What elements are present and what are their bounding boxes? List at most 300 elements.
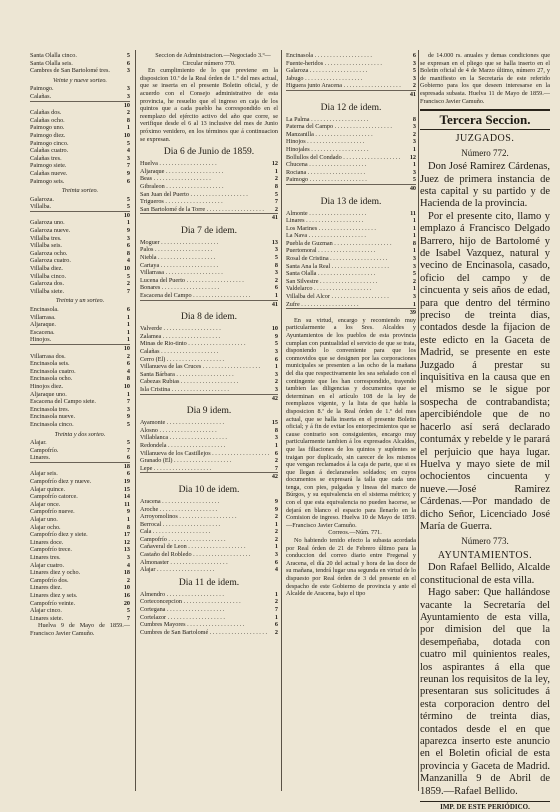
- row-value: 7: [126, 614, 130, 622]
- row-label: Palos . . .: [140, 246, 212, 254]
- row-label: Ayamonte . . .: [140, 419, 224, 427]
- list-row: [140, 340, 278, 348]
- row-value: 5: [126, 439, 130, 447]
- list-row: [286, 67, 416, 75]
- row-label: Berrocal . . .: [140, 521, 220, 529]
- row-label: Paimogo . . .: [286, 176, 367, 184]
- list-row: [140, 356, 278, 364]
- list-row: [30, 147, 130, 155]
- row-value: 3: [274, 551, 278, 559]
- row-label: La Nava . . .: [286, 232, 366, 240]
- row-label: Hinojales . . .: [286, 146, 369, 154]
- list-row: [286, 60, 416, 68]
- row-value: 2: [126, 352, 130, 360]
- row-label: Campofrío diez y siete.: [30, 531, 88, 539]
- row-label: Minas de Rio-tinto . . .: [140, 340, 246, 348]
- list-row: [30, 170, 130, 178]
- row-value: 1: [412, 285, 416, 293]
- row-value: 9: [274, 497, 278, 505]
- column-rule: [135, 50, 136, 791]
- list-row: [30, 493, 130, 501]
- list-row: [140, 457, 278, 465]
- row-value: 2: [274, 457, 278, 465]
- row-label: Paimogo diez.: [30, 131, 66, 139]
- row-value: 6: [126, 306, 130, 313]
- row-value: 7: [126, 287, 130, 295]
- row-label: La Palma . . .: [286, 116, 368, 124]
- row-label: Campofrío dos.: [30, 576, 69, 584]
- row-label: Niebla . . .: [140, 254, 215, 262]
- courts-heading: JUZGADOS.: [455, 133, 515, 145]
- row-value: 4: [126, 367, 130, 375]
- row-label: Los Marines . . .: [286, 225, 376, 233]
- row-label: Galaroza . . .: [286, 67, 367, 75]
- row-value: 2: [274, 535, 278, 543]
- column-rule: [281, 50, 282, 791]
- paragraph: En su virtud, encargo y recomiendo muy particularmente a los Sres. Alcaldes y Ayuntamientos de los pueblos de esta provincia cumplan con puntualidad el servicio de que se trata, disponiendo lo conveniente para que los conmovidos que se designen por las corporaciones municipales se presenten a las ocho de la mañana del dia que respectivamente les sea señalado con el contingente que les han correspondido, trayendo tambien las diligencias y documentos que se determinan en el artículo 108 de la ley de reemplazos vigente, y la lista de que habla la disposicion 8.ª de la Real órden de 1.º del mes actual, que se halla inserta en el presente Boletin oficial; y á fin de evitar los entorpecimientos que se cause contrario son consiguientes, encargo muy particularmente tambien á los expresados Alcaldes, que las filiaciones de los quintos y suplentes se traigan por duplicado, sin carecer de los mismos que vengan reclamados á la caja de parte, que si es que llegan á declararseles soldados; en cuyos documentos se expresará la talla que cada uno tenga, con pies, pulgadas y lineas del marco de Búrgos, y su equivalencia en el sistema métrico; y con el que esta equivalencia no pueden hacerse, se dejará en blanco el espacio para llenarlo en la Comision de ingreso. Huelva 10 de Mayo de 1859.—Francisco Javier Camuño.: [286, 316, 416, 529]
- row-value: 3: [412, 168, 416, 176]
- list-row: [30, 577, 130, 585]
- row-label: Puebla de Guzman . . .: [286, 240, 392, 248]
- row-value: 5: [126, 52, 130, 59]
- row-value: 1: [126, 321, 130, 329]
- list-row: [286, 263, 416, 271]
- row-value: 3: [274, 385, 278, 393]
- row-label: Aracena . . .: [140, 498, 219, 506]
- row-value: 13: [271, 238, 278, 246]
- list-row: [140, 629, 278, 637]
- list-row: [286, 270, 416, 278]
- row-value: 6: [126, 242, 130, 250]
- row-value: 6: [274, 621, 278, 629]
- row-label: Santa Bárbara . . .: [140, 371, 234, 379]
- list-row: [30, 67, 130, 75]
- row-value: 3: [126, 85, 130, 93]
- row-value: 1: [274, 167, 278, 175]
- list-row: [30, 117, 130, 125]
- list-row: [30, 306, 130, 314]
- section-heading: Treinta sorteo.: [61, 187, 99, 195]
- row-label: Alajar cinco.: [30, 607, 62, 615]
- list-row: [30, 265, 130, 273]
- row-value: 3: [126, 92, 130, 100]
- row-label: Paimogo siete.: [30, 162, 67, 170]
- row-label: Cumbres de San Bartolomé . . .: [140, 629, 267, 637]
- row-value: 3: [412, 138, 416, 146]
- list-row: [286, 278, 416, 286]
- row-label: Cabezas Rubias . . .: [140, 378, 238, 386]
- row-value: 9: [274, 332, 278, 340]
- row-label: Linares diez y ocho.: [30, 569, 81, 577]
- row-value: 8: [274, 182, 278, 190]
- row-label: Beas . . .: [140, 175, 211, 183]
- row-label: Paimogo.: [30, 85, 54, 93]
- row-value: 1: [126, 219, 130, 227]
- row-label: Cumbres Mayores . . .: [140, 621, 244, 629]
- row-value: 2: [274, 628, 278, 636]
- list-row: [30, 60, 130, 68]
- row-value: 15: [123, 485, 130, 493]
- list-row: [286, 293, 416, 301]
- list-row: [30, 360, 130, 368]
- list-row: [30, 508, 130, 516]
- row-value: 5: [412, 67, 416, 75]
- row-label: Galaroza nueve.: [30, 227, 71, 235]
- list-row: [140, 506, 278, 514]
- row-label: Galaroza uno.: [30, 219, 65, 227]
- row-label: Fuente-heridos . . .: [286, 60, 382, 68]
- row-value: 2: [274, 528, 278, 536]
- row-label: Linares.: [30, 454, 51, 462]
- row-label: Linares tres.: [30, 554, 61, 561]
- row-value: 4: [126, 257, 130, 265]
- list-row: [140, 254, 278, 262]
- row-value: 1: [274, 292, 278, 300]
- row-label: Calañas.: [30, 92, 52, 100]
- list-row: [140, 206, 278, 214]
- row-label: San Juan del Puerto . . .: [140, 191, 248, 199]
- list-row: [286, 301, 416, 309]
- row-value: 2: [412, 82, 416, 90]
- row-label: Manzanilla . . .: [286, 131, 373, 139]
- total-value: 39: [286, 308, 416, 317]
- row-label: Villalba diez.: [30, 265, 63, 273]
- row-label: Cortelazor . . .: [140, 614, 225, 622]
- list-row: [140, 528, 278, 536]
- row-value: 3: [274, 269, 278, 277]
- row-value: 10: [123, 584, 130, 592]
- row-label: Valverde . . .: [140, 325, 221, 333]
- row-label: Aljaraque uno.: [30, 390, 67, 398]
- row-label: Santa Ana la Real . . .: [286, 263, 389, 271]
- total-value: 18: [30, 462, 130, 471]
- row-value: 1: [274, 613, 278, 621]
- row-label: Valdelarco . . .: [286, 285, 371, 293]
- list-row: [140, 434, 278, 442]
- row-value: 7: [126, 446, 130, 454]
- list-row: [286, 285, 416, 293]
- row-value: 7: [274, 606, 278, 614]
- row-label: Linares doce.: [30, 538, 64, 546]
- row-value: 10: [271, 325, 278, 333]
- list-row: [140, 198, 278, 206]
- list-row: [30, 375, 130, 383]
- day-heading: Dia 8 de idem.: [181, 312, 237, 323]
- row-value: 8: [126, 375, 130, 383]
- list-row: [140, 427, 278, 435]
- row-label: Encinasola ocho.: [30, 375, 73, 383]
- list-row: [30, 447, 130, 455]
- list-row: [140, 621, 278, 629]
- row-label: Santa Olalla . . .: [286, 270, 375, 278]
- list-row: [30, 109, 130, 117]
- list-row: [30, 607, 130, 615]
- list-row: [30, 592, 130, 600]
- total-value: 10: [30, 101, 130, 110]
- day-heading: Dia 7 de idem.: [181, 225, 237, 236]
- list-row: [30, 524, 130, 532]
- row-label: Alajar.: [30, 439, 47, 447]
- list-row: [30, 140, 130, 148]
- total-value: 40: [286, 184, 416, 193]
- list-row: [140, 551, 278, 559]
- row-value: 2: [274, 205, 278, 213]
- row-label: Galaroza.: [30, 195, 54, 203]
- row-label: Paimogo uno.: [30, 124, 65, 132]
- list-row: [30, 336, 130, 344]
- row-value: 1: [126, 336, 130, 344]
- row-label: Zufre . . .: [286, 301, 359, 309]
- row-value: 5: [126, 420, 130, 428]
- day-heading: Dia 11 de idem.: [178, 577, 240, 588]
- section-heading: Treinta y dos sorteo.: [54, 430, 106, 438]
- paragraph: Don Rafael Bellido, Alcalde constitucional de esta villa.: [420, 562, 550, 586]
- list-row: [30, 439, 130, 447]
- row-value: 17: [123, 531, 130, 539]
- row-value: 3: [126, 405, 130, 413]
- list-row: [286, 161, 416, 169]
- list-row: [30, 132, 130, 140]
- list-row: [30, 398, 130, 406]
- row-label: Huelva . . .: [140, 160, 217, 168]
- row-label: Villalba tres.: [30, 234, 62, 242]
- list-row: [30, 178, 130, 186]
- row-label: Hinojos.: [30, 336, 52, 344]
- row-value: 8: [274, 426, 278, 434]
- row-value: 6: [126, 177, 130, 185]
- row-value: 7: [274, 198, 278, 206]
- total-value: 10: [30, 344, 130, 353]
- row-value: 11: [410, 209, 416, 217]
- row-value: 20: [123, 599, 130, 607]
- list-row: [286, 240, 416, 248]
- row-value: 2: [274, 276, 278, 284]
- list-row: [30, 478, 130, 486]
- list-row: [286, 247, 416, 255]
- row-value: 3: [412, 262, 416, 270]
- list-row: [286, 210, 416, 218]
- row-label: Cambres de San Bartolomé tres.: [30, 67, 110, 75]
- list-row: [140, 191, 278, 199]
- row-value: 5: [126, 203, 130, 211]
- row-label: Calañas tres.: [30, 154, 62, 162]
- row-value: 1: [126, 313, 130, 321]
- row-value: 6: [274, 355, 278, 363]
- list-row: [30, 615, 130, 623]
- row-label: Santa Olalla cinco.: [30, 52, 77, 59]
- row-value: 3: [126, 554, 130, 561]
- paragraph: Huelva 9 de Mayo de 1859.—Francisco Javier Camuño.: [30, 622, 130, 637]
- row-label: Paimogo seis.: [30, 177, 65, 185]
- row-value: 6: [126, 59, 130, 67]
- list-row: [30, 242, 130, 250]
- row-label: Villalba cinco.: [30, 272, 67, 280]
- list-row: [286, 232, 416, 240]
- row-label: Alajar cuatro.: [30, 561, 65, 569]
- row-value: 7: [126, 162, 130, 170]
- list-row: [286, 131, 416, 139]
- row-value: 8: [274, 261, 278, 269]
- row-label: Escacena del Campo . . .: [140, 292, 250, 300]
- row-label: Lepe . . .: [140, 465, 211, 473]
- row-value: 1: [126, 516, 130, 524]
- row-label: Galaroza cuatro.: [30, 257, 71, 265]
- list-row: [30, 569, 130, 577]
- row-label: Campofrío diez y nueve.: [30, 478, 92, 486]
- row-value: 1: [274, 363, 278, 371]
- total-value: 41: [140, 213, 278, 222]
- list-row: [140, 168, 278, 176]
- list-row: [30, 584, 130, 592]
- row-label: Campofrío . . .: [140, 536, 226, 544]
- row-value: 5: [126, 607, 130, 615]
- row-value: 3: [412, 255, 416, 263]
- column-lottery-draws: [30, 52, 130, 638]
- list-row: [140, 606, 278, 614]
- row-value: 8: [412, 239, 416, 247]
- row-value: 8: [126, 523, 130, 531]
- notice-number: Número 772.: [461, 148, 509, 159]
- row-label: Alajar seis.: [30, 470, 58, 478]
- list-row: [286, 116, 416, 124]
- paragraph: Correos.—Núm. 771.: [328, 529, 382, 537]
- list-row: [30, 280, 130, 288]
- row-label: Galaroza dos.: [30, 280, 65, 288]
- list-row: [30, 421, 130, 429]
- row-label: Rociana . . .: [286, 169, 365, 177]
- row-label: Alajar . . .: [140, 566, 214, 574]
- row-value: 9: [126, 413, 130, 421]
- row-label: Alajar ocho.: [30, 523, 61, 531]
- paragraph: Seccion de Administracion.—Negociado 3.º—Circular número 770.: [155, 52, 271, 67]
- row-value: 2: [274, 175, 278, 183]
- list-row: [140, 386, 278, 394]
- row-label: Villanueva de los Castillejos . . .: [140, 450, 269, 458]
- list-row: [140, 442, 278, 450]
- day-heading: Dia 9 idem.: [186, 406, 232, 417]
- list-row: [30, 501, 130, 509]
- row-label: Cortegana . . .: [140, 606, 224, 614]
- row-label: Campofrío trece.: [30, 546, 72, 554]
- row-label: Corteconcepcion . . .: [140, 598, 241, 606]
- list-row: [286, 138, 416, 146]
- list-row: [30, 531, 130, 539]
- row-label: Aljaraque . . .: [140, 168, 223, 176]
- row-value: 1: [274, 441, 278, 449]
- list-row: [286, 154, 416, 162]
- row-label: Calañas ocho.: [30, 116, 65, 124]
- row-label: Villalba del Alcor . . .: [286, 293, 389, 301]
- row-value: 10: [123, 131, 130, 139]
- list-row: [140, 536, 278, 544]
- row-value: 13: [123, 546, 130, 554]
- row-value: 2: [412, 130, 416, 138]
- row-label: Granado (El) . . .: [140, 457, 231, 465]
- row-value: 6: [126, 470, 130, 478]
- paragraph: Por el presente cito, llamo y emplazo á Francisco Delgado Barrero, hijo de Bartolomé y de Isabel Vazquez, natural y vecino de Encinasola, casado, oficio del campo y de cincuenta y seis años de edad, para que dentro del término preciso de treinta dias, contados desde la fijacion de este edicto en la Gaceta de Madrid, se presente en este Juzgado á prestar su inquisitiva en la causa que en el mismo se le sigue por sospecha de contrabandista; apercibiéndole que de no hacerlo así será declarado contumáx y rebelde y le parará el perjuicio que haya lugar. Huelva y mayo siete de mil ochocientos cincuenta y nueve.—José Ramirez Cárdenas.—Por mandado de dicho Señor, Licenciado José María de Guerra.: [420, 210, 550, 532]
- row-value: 3: [126, 154, 130, 162]
- row-value: 3: [412, 293, 416, 301]
- row-value: 1: [274, 520, 278, 528]
- row-label: San Bartolomé de la Torre . . .: [140, 206, 264, 214]
- row-label: Chucena . . .: [286, 161, 366, 169]
- row-label: Bonares . . .: [140, 284, 219, 292]
- list-row: [30, 155, 130, 163]
- row-value: 3: [126, 67, 130, 75]
- total-value: 42: [140, 394, 278, 403]
- row-value: 12: [123, 538, 130, 546]
- row-label: Almendro . . .: [140, 591, 224, 599]
- day-heading: Dia 13 de idem.: [320, 196, 382, 207]
- list-row: [30, 554, 130, 562]
- row-label: Zalamea . . .: [140, 333, 220, 341]
- row-label: Cerro (El) . . .: [140, 356, 224, 364]
- row-label: San Silvestre . . .: [286, 278, 377, 286]
- list-row: [30, 562, 130, 570]
- list-row: [30, 413, 130, 421]
- column-schedule-and-correos: [286, 52, 416, 598]
- section-heading: Veinte y nueve sorteo.: [53, 76, 107, 84]
- list-row: [30, 353, 130, 361]
- list-row: [286, 255, 416, 263]
- list-row: [286, 225, 416, 233]
- row-label: Galaroza ocho.: [30, 249, 68, 257]
- row-value: 10: [123, 265, 130, 273]
- row-label: Puertomoral . . .: [286, 247, 375, 255]
- row-value: 1: [412, 224, 416, 232]
- row-value: 1: [126, 390, 130, 398]
- list-row: [30, 219, 130, 227]
- row-value: 3: [126, 234, 130, 242]
- list-row: [140, 450, 278, 458]
- row-value: 1: [412, 247, 416, 255]
- row-label: Villalba.: [30, 203, 52, 211]
- row-value: 10: [123, 382, 130, 390]
- list-row: [30, 486, 130, 494]
- list-row: [140, 277, 278, 285]
- row-value: 5: [126, 272, 130, 280]
- row-value: 3: [274, 370, 278, 378]
- row-label: Castaño del Robledo . . .: [140, 551, 250, 559]
- row-label: Paterna del Campo . . .: [286, 123, 392, 131]
- row-label: Aroche . . .: [140, 506, 217, 514]
- row-label: Campofrío catorce.: [30, 493, 78, 501]
- paragraph: Hago saber: Que hallándose vacante la Secretaría del Ayuntamiento de esta villa, por dimision del que la desempeñaba, dotada con cuatro mil quinientos reales, los aspirantes á ella que reunan los requisitos de la ley, presentaran sus solicitudes á esta corporacion dentro del término de treinta dias, contados desde el en que aparezca inserto este anuncio en el Boletin oficial de esta provincia y Gaceta de Madrid. Manzanilla 9 de Abril de 1859.—Rafael Bellido.: [420, 587, 550, 797]
- list-row: [30, 257, 130, 265]
- list-row: [140, 513, 278, 521]
- list-row: [140, 333, 278, 341]
- row-value: 8: [126, 116, 130, 124]
- row-value: 6: [274, 284, 278, 292]
- row-value: 2: [126, 109, 130, 117]
- list-row: [30, 250, 130, 258]
- row-label: Villalba siete.: [30, 287, 64, 295]
- list-row: [140, 591, 278, 599]
- list-row: [140, 614, 278, 622]
- row-label: Lucena del Puerto . . .: [140, 277, 244, 285]
- row-label: Cartaya . . .: [140, 262, 218, 270]
- row-value: 16: [123, 591, 130, 599]
- row-value: 5: [274, 190, 278, 198]
- list-row: [140, 246, 278, 254]
- row-value: 5: [126, 195, 130, 203]
- paragraph: de 14.000 rs. anuales y demas condiciones que se expresan en el pliego que se halla inserto en el Boletin oficial de 4 de Marzo último, número 27, y de manifiesto en la Secretaría de este referido Gobierno para los que deseen interesarse en la espresada subasta. Huelva 11 de Mayo de 1859.—Francisco Javier Camuño.: [420, 52, 550, 105]
- row-value: 8: [126, 249, 130, 257]
- list-row: [30, 227, 130, 235]
- councils-heading: AYUNTAMIENTOS.: [437, 550, 533, 562]
- row-value: 1: [412, 232, 416, 240]
- row-value: 6: [126, 454, 130, 462]
